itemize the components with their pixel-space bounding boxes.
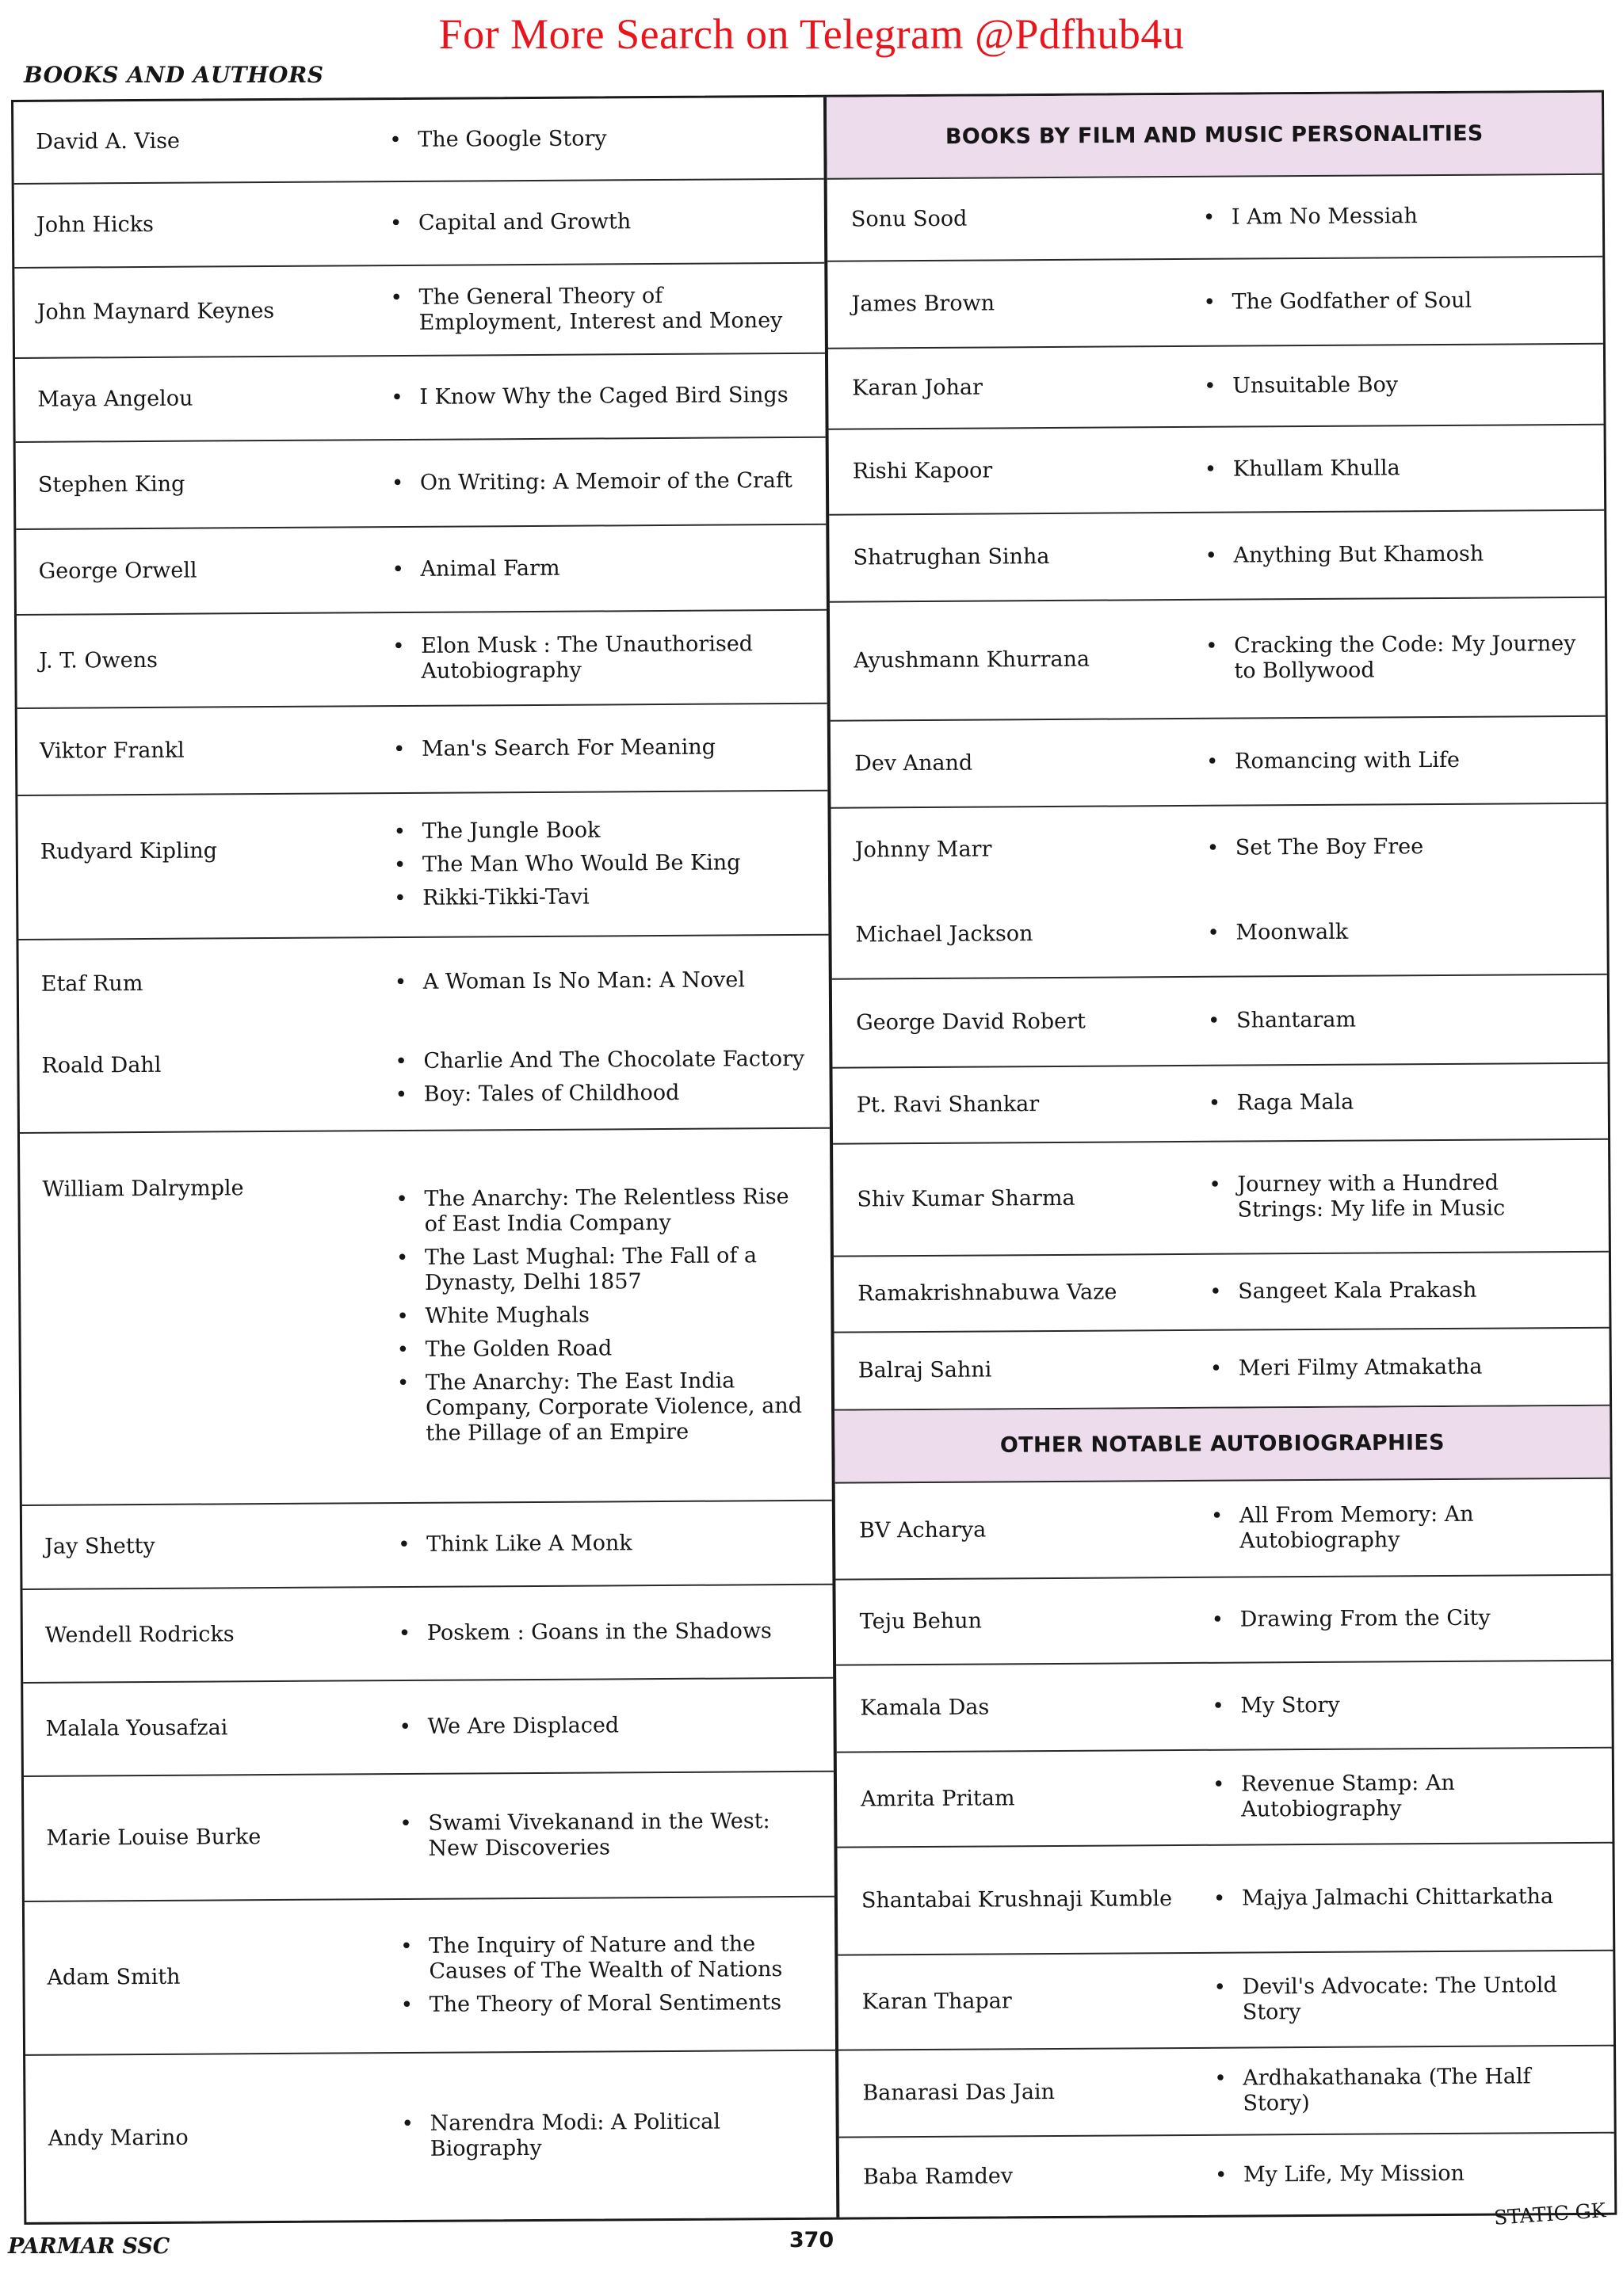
book-list: [1195, 447, 1585, 490]
personality-name: Karan Thapar: [861, 1989, 1012, 2015]
book-list: [381, 375, 806, 418]
right-column: [827, 93, 1602, 2190]
table-row: [832, 975, 1608, 1069]
table-row: [830, 598, 1606, 722]
personality-name: Dev Anand: [854, 750, 973, 776]
author-name: John Maynard Keynes: [36, 298, 275, 325]
book-title: • Cracking the Code: My Journey to Bollywood: [1196, 631, 1586, 685]
book-list: [386, 1177, 812, 1455]
author-name: Viktor Frankl: [39, 738, 185, 764]
table-row: [832, 1064, 1608, 1145]
book-list: [389, 1611, 814, 1654]
book-list: [1201, 1493, 1592, 1562]
book-list: [1193, 280, 1583, 323]
table-row: [22, 1585, 833, 1684]
book-title: • White Mughals: [387, 1302, 812, 1329]
personality-name: Balraj Sahni: [857, 1357, 992, 1383]
book-title: • A Woman Is No Man: A Novel: [385, 967, 810, 995]
table-row: [831, 804, 1606, 893]
book-list: [385, 959, 810, 1003]
book-list: [385, 1039, 811, 1116]
table-row: [837, 1844, 1613, 1956]
book-list: [1200, 1269, 1590, 1313]
book-title: • I Know Why the Caged Bird Sings: [381, 383, 806, 410]
personality-name: Shiv Kumar Sharma: [857, 1185, 1075, 1212]
author-name: Roald Dahl: [41, 1052, 162, 1078]
table-row: [25, 1897, 835, 2056]
personality-name: Michael Jackson: [855, 921, 1033, 948]
book-title: • Charlie And The Chocolate Factory: [385, 1047, 810, 1074]
author-name: Adam Smith: [47, 1964, 181, 1990]
book-title: • Think Like A Monk: [388, 1530, 813, 1558]
table-row: [24, 1772, 834, 1902]
table-row: [14, 180, 825, 269]
author-name: Marie Louise Burke: [46, 1825, 262, 1851]
book-title: • Meri Filmy Atmakatha: [1201, 1354, 1591, 1382]
table-row: [829, 511, 1605, 603]
personality-name: Shatrughan Sinha: [853, 544, 1050, 570]
book-title: • Anything But Khamosh: [1195, 541, 1585, 569]
book-list: [1199, 1081, 1589, 1124]
book-title: • Revenue Stamp: An Autobiography: [1203, 1770, 1593, 1823]
personality-name: Amrita Pritam: [861, 1786, 1015, 1812]
table-row: [834, 1253, 1610, 1333]
table-row: [15, 354, 826, 443]
book-list: [391, 2101, 817, 2170]
book-list: [1194, 364, 1584, 407]
book-title: • Khullam Khulla: [1195, 455, 1585, 482]
table-row: [18, 936, 829, 1029]
personality-name: Pt. Ravi Shankar: [856, 1092, 1040, 1118]
section-title: BOOKS AND AUTHORS: [24, 62, 324, 88]
book-title: • Unsuitable Boy: [1194, 372, 1584, 399]
book-title: • The General Theory of Employment, Interest and Money: [380, 283, 805, 336]
book-list: [380, 117, 804, 161]
book-list: [383, 624, 808, 692]
table-row: [837, 1749, 1613, 1848]
author-name: Wendell Rodricks: [44, 1622, 235, 1648]
section-heading-text: OTHER NOTABLE AUTOBIOGRAPHIES: [999, 1430, 1445, 1458]
book-title: • Animal Farm: [383, 555, 808, 582]
telegram-banner: For More Search on Telegram @Pdfhub4u: [438, 10, 1185, 58]
author-name: John Hicks: [36, 212, 155, 238]
book-title: • Boy: Tales of Childhood: [386, 1080, 811, 1108]
author-name: Maya Angelou: [37, 386, 193, 412]
book-title: • The Theory of Moral Sentiments: [391, 1990, 816, 2018]
book-list: [384, 809, 809, 919]
book-list: [380, 200, 805, 244]
table-row: [17, 791, 828, 940]
book-list: [1197, 826, 1587, 869]
table-row: [13, 97, 824, 185]
table-row: [835, 1576, 1611, 1666]
table-row: [19, 1024, 830, 1134]
book-list: [1199, 1162, 1590, 1231]
page-number: 370: [789, 2228, 834, 2252]
book-title: • The Golden Road: [388, 1335, 812, 1363]
book-list: [390, 1801, 815, 1870]
personality-name: Karan Johar: [852, 375, 983, 401]
personality-name: Johnny Marr: [854, 837, 992, 863]
book-title: • All From Memory: An Autobiography: [1201, 1501, 1591, 1554]
table-row: [20, 1129, 832, 1506]
personality-name: George David Robert: [856, 1009, 1086, 1035]
book-list: [382, 460, 807, 504]
book-title: • Majya Jalmachi Chittarkatha: [1204, 1884, 1594, 1912]
table-row: [17, 611, 827, 709]
book-title: • Poskem : Goans in the Shadows: [389, 1619, 814, 1646]
book-title: • Romancing with Life: [1197, 747, 1587, 775]
table-row: [834, 1329, 1610, 1411]
author-name: William Dalrymple: [42, 1176, 244, 1202]
book-list: [380, 275, 806, 344]
section-heading-text: BOOKS BY FILM AND MUSIC PERSONALITIES: [945, 121, 1484, 150]
book-title: • The Man Who Would Be King: [384, 850, 809, 878]
author-name: Andy Marino: [48, 2125, 189, 2151]
book-title: • The Godfather of Soul: [1193, 288, 1583, 315]
personality-name: Ayushmann Khurrana: [854, 646, 1090, 673]
personality-name: Kamala Das: [860, 1695, 990, 1721]
personality-name: Sonu Sood: [850, 206, 968, 232]
book-title: • My Story: [1202, 1691, 1592, 1719]
author-name: Etaf Rum: [40, 971, 143, 997]
book-title: • Swami Vivekanand in the West: New Discoveries: [390, 1809, 815, 1862]
book-title: • Shantaram: [1198, 1006, 1588, 1034]
table-row: [16, 438, 827, 530]
table-row: [827, 257, 1603, 349]
book-list: [1203, 1762, 1594, 1831]
book-list: [1205, 2056, 1595, 2125]
book-list: [389, 1704, 814, 1748]
book-title: • We Are Displaced: [389, 1712, 814, 1740]
personality-name: Banarasi Das Jain: [862, 2080, 1056, 2106]
book-list: [382, 547, 807, 590]
book-title: • Set The Boy Free: [1197, 833, 1587, 861]
table-row: [828, 345, 1604, 430]
book-list: [1202, 1684, 1592, 1727]
book-list: [1201, 1346, 1591, 1390]
table-row: [836, 1661, 1612, 1753]
book-title: • Journey with a Hundred Strings: My life in Music: [1199, 1170, 1589, 1223]
book-list: [1197, 910, 1587, 954]
book-title: • I Am No Messiah: [1193, 203, 1583, 231]
table-row: [827, 175, 1603, 262]
author-name: Jay Shetty: [44, 1533, 155, 1559]
table-row: [835, 1479, 1611, 1581]
section-heading-film-music: [827, 93, 1602, 180]
book-title: • Narendra Modi: A Political Biography: [392, 2109, 817, 2162]
table-row: [839, 2134, 1615, 2218]
book-title: • The Anarchy: The Relentless Rise of East India Company: [386, 1184, 811, 1238]
personality-name: Baba Ramdev: [862, 2164, 1014, 2190]
table-row: [17, 704, 828, 796]
personality-name: James Brown: [851, 291, 995, 317]
book-title: • Drawing From the City: [1202, 1605, 1592, 1633]
subject-label: STATIC GK: [1492, 2199, 1606, 2229]
book-title: • Moonwalk: [1197, 918, 1587, 946]
book-title: • Ardhakathanaka (The Half Story): [1205, 2064, 1594, 2117]
personality-name: Ramakrishnabuwa Vaze: [857, 1280, 1117, 1306]
book-title: • The Inquiry of Nature and the Causes of The Wealth of Nations: [391, 1932, 815, 1985]
book-list: [1204, 1965, 1594, 2034]
publisher-label: PARMAR SSC: [8, 2234, 170, 2259]
book-title: • The Anarchy: The East India Company, Corporate Violence, and the Pillage of an Empire: [388, 1368, 813, 1447]
books-authors-table: [11, 90, 1617, 2225]
book-title: • Elon Musk : The Unauthorised Autobiography: [383, 631, 808, 685]
book-title: • Rikki-Tikki-Tavi: [384, 883, 809, 911]
personality-name: Teju Behun: [859, 1608, 983, 1634]
book-list: [1196, 624, 1587, 692]
book-list: [384, 727, 808, 770]
table-row: [14, 264, 825, 359]
section-heading-autobiographies: [834, 1406, 1610, 1484]
author-name: Stephen King: [37, 471, 185, 498]
table-row: [831, 888, 1607, 980]
book-title: • On Writing: A Memoir of the Craft: [382, 468, 807, 496]
book-list: [388, 1522, 813, 1566]
table-row: [23, 1679, 834, 1777]
book-list: [1195, 533, 1585, 577]
table-row: [831, 717, 1606, 809]
author-name: Malala Yousafzai: [45, 1715, 228, 1741]
book-title: • Devil's Advocate: The Untold Story: [1204, 1973, 1594, 2026]
table-row: [833, 1140, 1609, 1257]
personality-name: Shantabai Krushnaji Kumble: [861, 1886, 1173, 1913]
book-title: • The Google Story: [380, 125, 804, 153]
table-row: [838, 1951, 1613, 2051]
book-list: [1202, 1597, 1592, 1641]
left-column: [13, 97, 823, 2161]
personality-name: BV Acharya: [858, 1517, 987, 1543]
book-title: • My Life, My Mission: [1205, 2161, 1595, 2188]
book-list: [1205, 2153, 1595, 2196]
book-title: • Man's Search For Meaning: [384, 734, 808, 762]
book-list: [1198, 998, 1588, 1042]
book-title: • Sangeet Kala Prakash: [1200, 1277, 1590, 1305]
table-row: [838, 2046, 1614, 2138]
book-title: • The Last Mughal: The Fall of a Dynasty, Delhi 1857: [387, 1243, 812, 1296]
book-title: • Capital and Growth: [380, 208, 805, 236]
author-name: J. T. Owens: [39, 647, 158, 673]
book-title: • The Jungle Book: [384, 817, 809, 845]
book-title: • Raga Mala: [1199, 1089, 1589, 1116]
personality-name: Rishi Kapoor: [852, 458, 993, 484]
book-list: [1204, 1876, 1594, 1920]
table-row: [16, 525, 827, 616]
author-name: George Orwell: [38, 558, 197, 584]
table-row: [829, 425, 1605, 516]
author-name: David A. Vise: [36, 128, 181, 154]
author-name: Rudyard Kipling: [40, 838, 218, 864]
table-row: [25, 2051, 836, 2222]
book-list: [1197, 739, 1587, 783]
book-list: [1193, 195, 1583, 238]
table-row: [22, 1501, 833, 1590]
book-list: [391, 1924, 816, 2026]
